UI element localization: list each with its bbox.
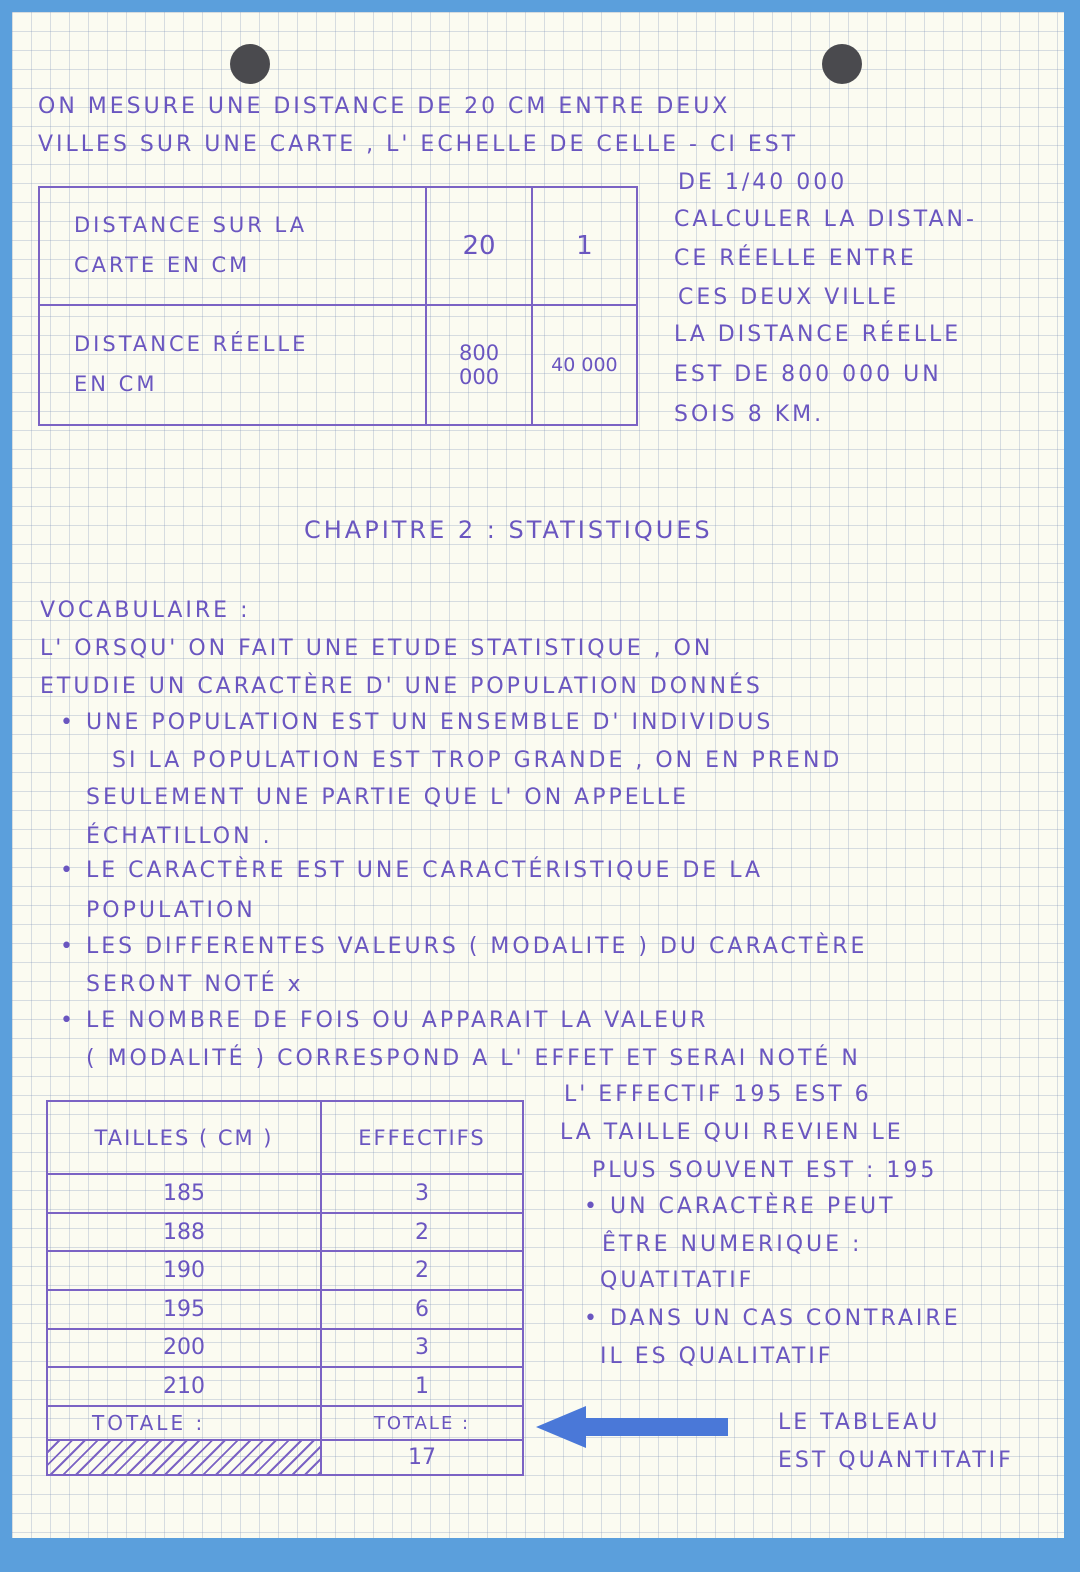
arrow-shaft <box>578 1418 728 1436</box>
freq-count-cell: 2 <box>321 1213 523 1252</box>
vocab-line: ETUDIE UN CARACTÈRE D' UNE POPULATION DONNÉS <box>40 674 763 699</box>
intro-right-line: DE 1/40 000 <box>678 170 848 195</box>
scale-row1-label-b: CARTE EN CM <box>74 253 251 277</box>
intro-right-line: LA DISTANCE RÉELLE <box>674 322 962 347</box>
freq-total-label-right: TOTALE : <box>321 1406 523 1441</box>
side-note: QUATITATIF <box>600 1268 755 1293</box>
arrow-note-line-1: LE TABLEAU <box>778 1410 941 1435</box>
vocab-heading: VOCABULAIRE : <box>40 598 251 623</box>
punch-hole-left <box>230 44 270 84</box>
side-note: • DANS UN CAS CONTRAIRE <box>584 1306 961 1331</box>
side-note: IL ES QUALITATIF <box>600 1344 834 1369</box>
scale-row1-label <box>39 187 426 305</box>
side-note: ÊTRE NUMERIQUE : <box>602 1232 863 1257</box>
side-note: • UN CARACTÈRE PEUT <box>584 1194 896 1219</box>
scale-table <box>38 186 638 426</box>
freq-size-cell: 185 <box>47 1174 321 1213</box>
intro-right-line: CALCULER LA DISTAN- <box>674 207 977 232</box>
arrow-head <box>536 1406 586 1448</box>
vocab-line: ÉCHATILLON . <box>86 824 273 849</box>
intro-line-1: ON MESURE UNE DISTANCE DE 20 CM ENTRE DEUX <box>38 94 731 119</box>
scale-row2-label-b: EN CM <box>74 372 158 396</box>
vocab-line: ( MODALITÉ ) CORRESPOND A L' EFFET ET SERAI NOTÉ N <box>86 1046 861 1071</box>
scale-row2-val1-b: 000 <box>459 365 500 389</box>
vocab-line: SI LA POPULATION EST TROP GRANDE , ON EN PREND <box>112 748 843 773</box>
scale-row2-val1 <box>426 305 532 425</box>
vocab-line: • LES DIFFERENTES VALEURS ( MODALITE ) DU CARACTÈRE <box>60 934 868 959</box>
scale-row2-label-a: DISTANCE RÉELLE <box>74 332 309 357</box>
scale-row1-label-a: DISTANCE SUR LA <box>74 213 308 238</box>
vocab-line: POPULATION <box>86 898 256 923</box>
freq-total-label-left: TOTALE : <box>47 1406 321 1441</box>
side-note: LA TAILLE QUI REVIEN LE <box>560 1120 904 1145</box>
intro-right-line: EST DE 800 000 UN <box>674 362 942 387</box>
chapter-title: CHAPITRE 2 : STATISTIQUES <box>304 516 713 544</box>
vocab-line: • UNE POPULATION EST UN ENSEMBLE D' INDIVIDUS <box>60 710 774 735</box>
vocab-line: SERONT NOTÉ x <box>86 972 304 997</box>
intro-right-line: CE RÉELLE ENTRE <box>674 246 917 271</box>
frequency-table <box>46 1100 524 1476</box>
left-arrow-icon <box>534 1404 734 1450</box>
intro-line-2: VILLES SUR UNE CARTE , L' ECHELLE DE CELLE - CI EST <box>38 132 799 157</box>
intro-right-line: CES DEUX VILLE <box>678 285 900 310</box>
side-note: PLUS SOUVENT EST : 195 <box>592 1158 938 1183</box>
freq-header-size: TAILLES ( CM ) <box>47 1101 321 1174</box>
freq-count-cell: 1 <box>321 1367 523 1406</box>
freq-size-cell: 200 <box>47 1329 321 1368</box>
punch-hole-right <box>822 44 862 84</box>
vocab-line: • LE NOMBRE DE FOIS OU APPARAIT LA VALEUR <box>60 1008 709 1033</box>
scale-row2-val1-a: 800 <box>459 340 500 365</box>
scale-row1-val2: 1 <box>532 187 637 305</box>
freq-count-cell: 2 <box>321 1251 523 1290</box>
vocab-line: SEULEMENT UNE PARTIE QUE L' ON APPELLE <box>86 785 690 810</box>
freq-size-cell: 210 <box>47 1367 321 1406</box>
arrow-note-line-2: EST QUANTITATIF <box>778 1448 1014 1473</box>
intro-right-line: SOIS 8 KM. <box>674 402 825 427</box>
freq-size-cell: 190 <box>47 1251 321 1290</box>
scale-row2-val2: 40 000 <box>532 305 637 425</box>
side-note: L' EFFECTIF 195 EST 6 <box>564 1082 872 1107</box>
freq-count-cell: 3 <box>321 1174 523 1213</box>
scale-row2-label <box>39 305 426 425</box>
notebook-page <box>12 12 1064 1538</box>
scale-row1-val1: 20 <box>426 187 532 305</box>
freq-size-cell: 195 <box>47 1290 321 1329</box>
vocab-line: • LE CARACTÈRE EST UNE CARACTÉRISTIQUE DE LA <box>60 858 764 883</box>
vocab-line: L' ORSQU' ON FAIT UNE ETUDE STATISTIQUE , ON <box>40 636 714 661</box>
freq-header-count: EFFECTIFS <box>321 1101 523 1174</box>
hatched-cell <box>47 1440 321 1475</box>
freq-count-cell: 3 <box>321 1329 523 1368</box>
freq-size-cell: 188 <box>47 1213 321 1252</box>
freq-count-cell: 6 <box>321 1290 523 1329</box>
freq-total-value: 17 <box>321 1440 523 1475</box>
